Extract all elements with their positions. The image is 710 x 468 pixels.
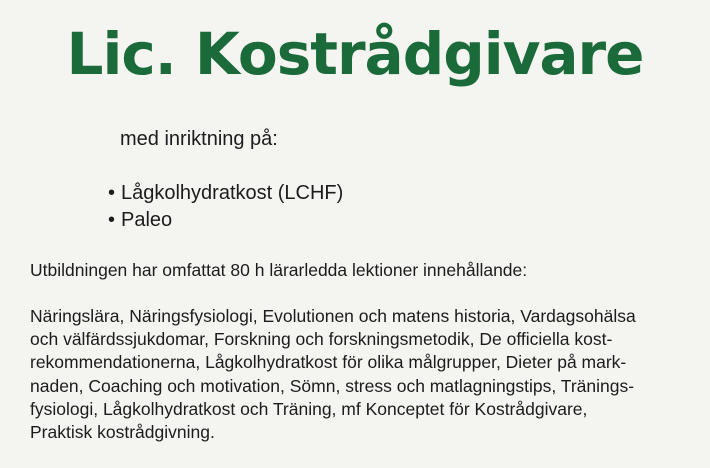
list-item-label: Paleo — [121, 209, 173, 231]
subtitle: med inriktning på: — [120, 128, 278, 150]
intro-text: Utbildningen har omfattat 80 h lärarledda lektioner innehållande: — [30, 260, 528, 280]
paragraph-line: naden, Coaching och motivation, Sömn, stress och matlagningstips, Tränings- — [30, 375, 635, 396]
page-title: Lic. Kostrådgivare — [66, 20, 644, 88]
list-item — [108, 207, 343, 234]
list-item — [108, 180, 343, 207]
specialization-list — [108, 180, 343, 234]
paragraph-line: rekommendationerna, Lågkolhydratkost för olika målgrupper, Dieter på mark- — [30, 352, 627, 373]
bullet-icon: • — [108, 209, 116, 231]
course-content-paragraph — [30, 305, 636, 444]
bullet-icon: • — [108, 182, 116, 204]
list-item-label: Lågkolhydratkost (LCHF) — [121, 182, 344, 204]
paragraph-line: Näringslära, Näringsfysiologi, Evolutionen och matens historia, Vardagsohälsa — [30, 306, 636, 326]
paragraph-line: och välfärdssjukdomar, Forskning och forskningsmetodik, De officiella kost- — [30, 329, 613, 350]
paragraph-line: Praktisk kostrådgivning. — [30, 422, 215, 443]
paragraph-line: fysiologi, Lågkolhydratkost och Träning, mf Konceptet för Kostrådgivare, — [30, 398, 588, 419]
